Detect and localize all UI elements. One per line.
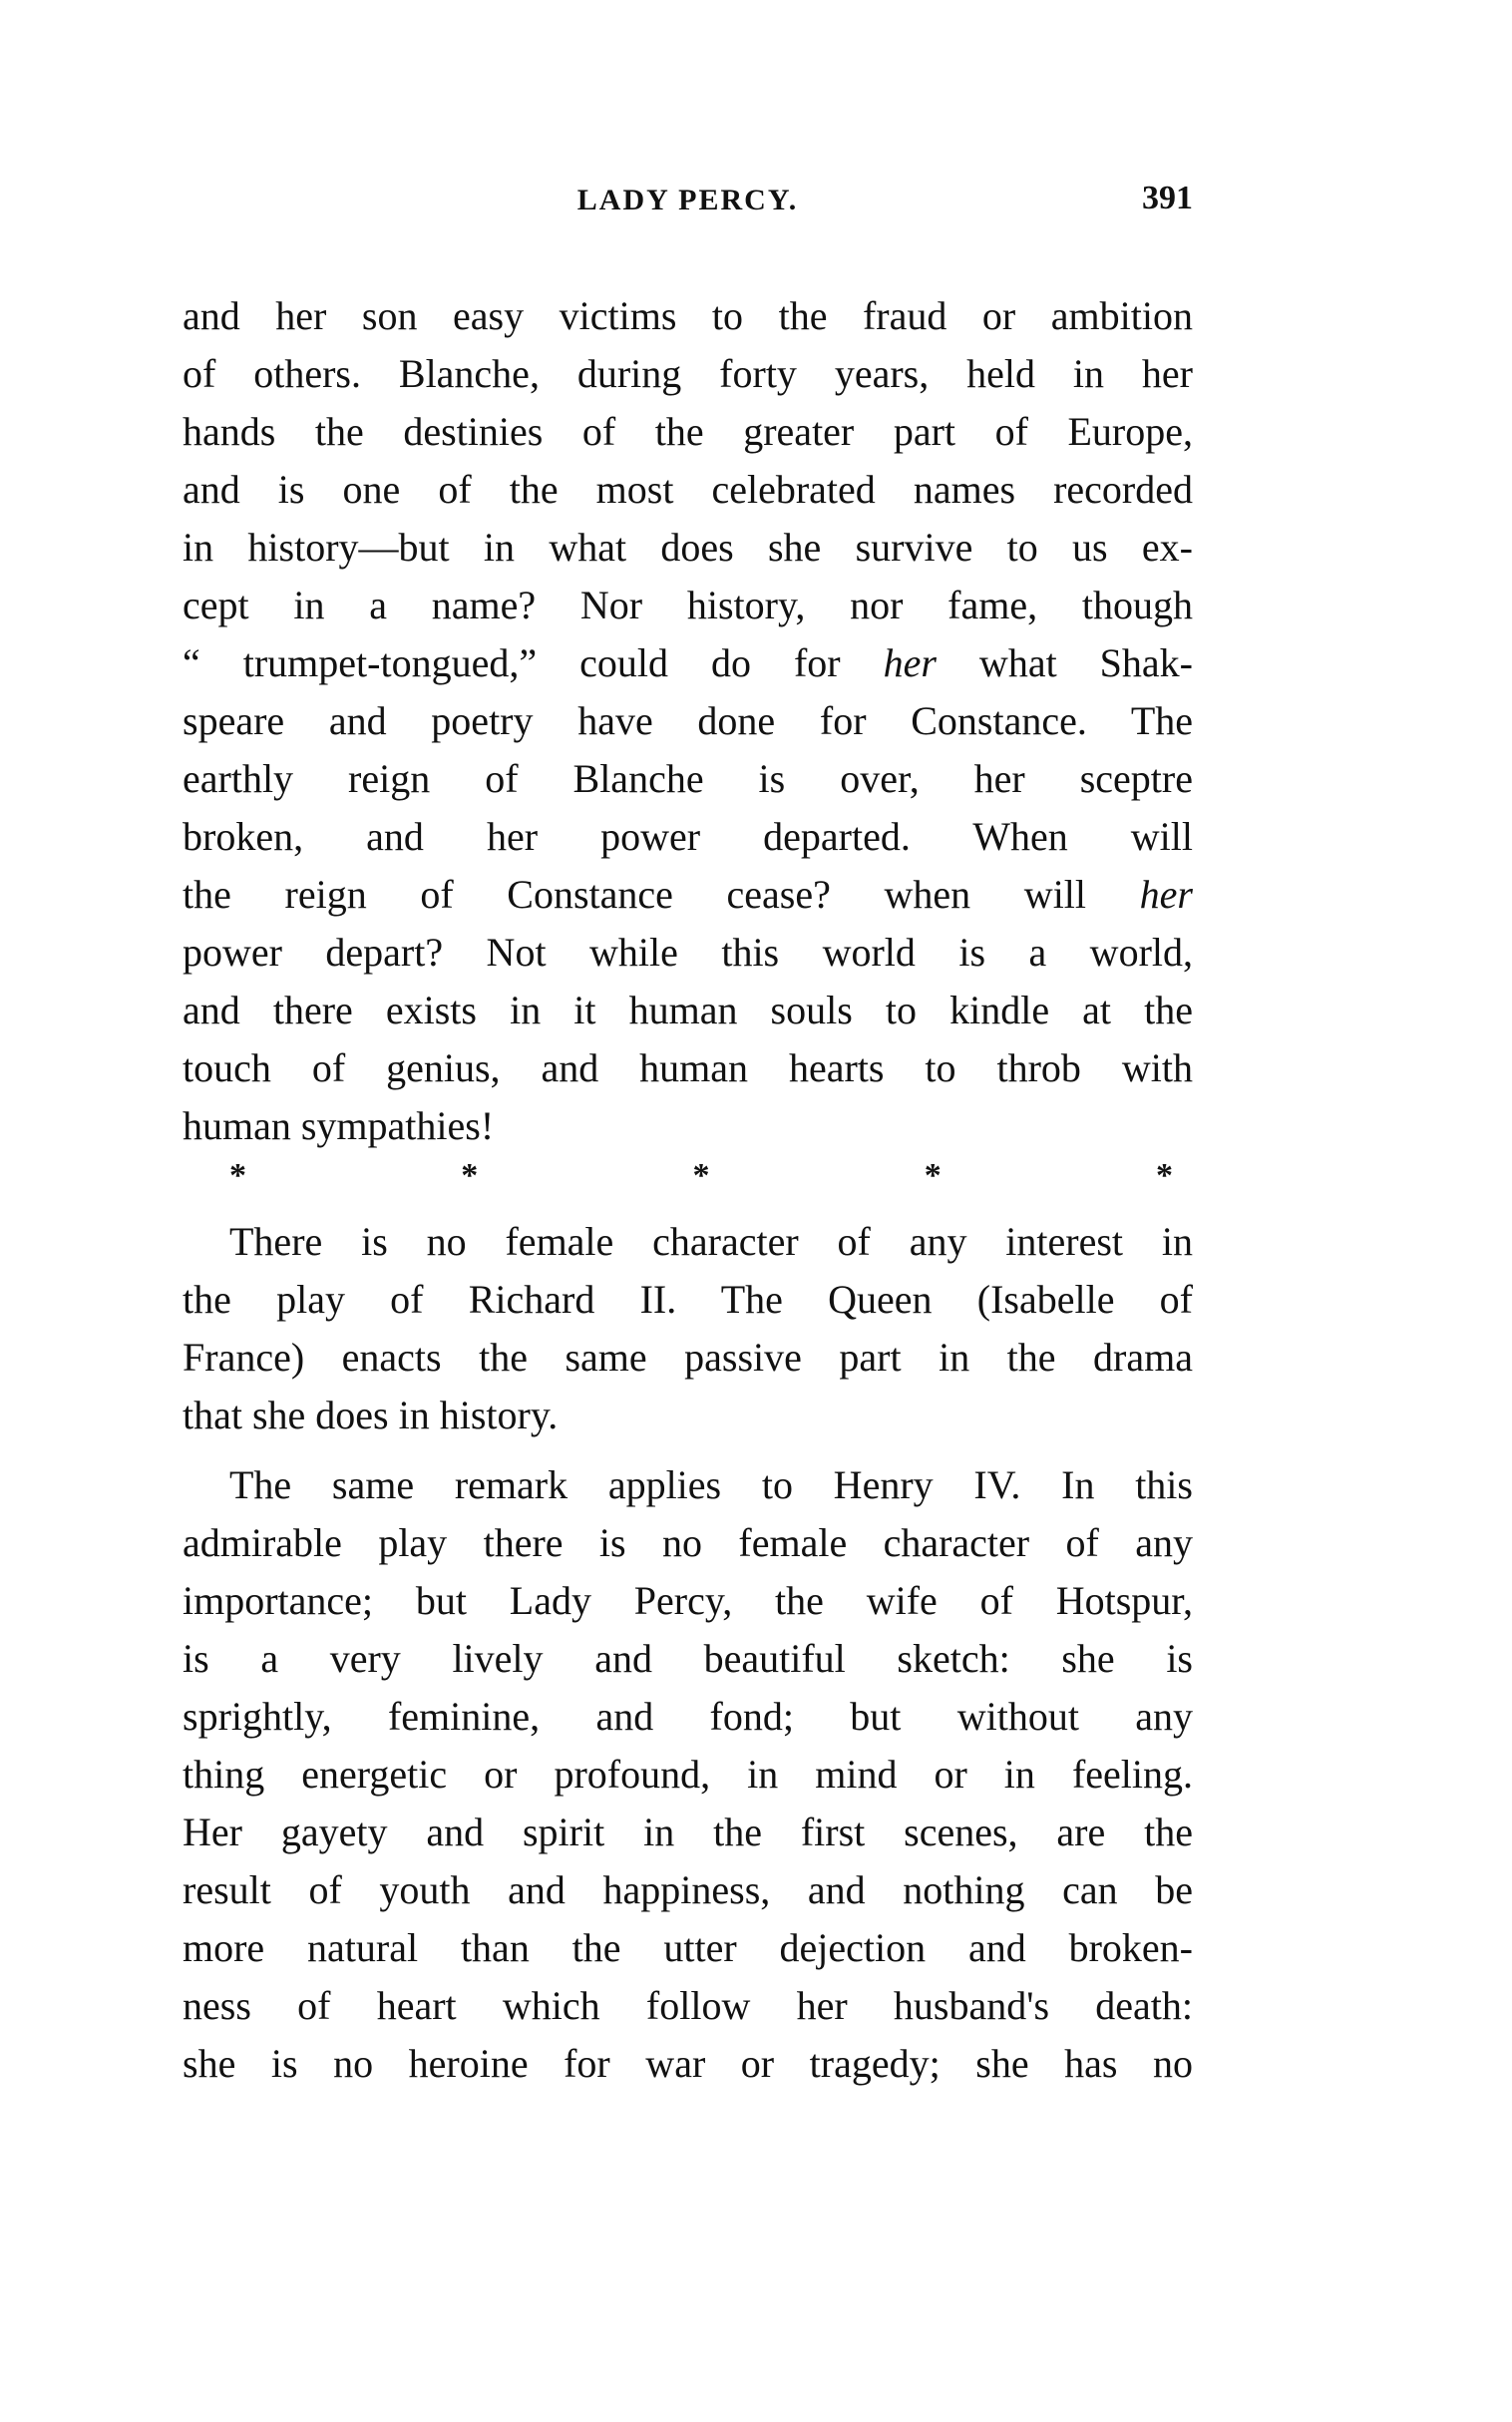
separator-asterisk: *	[1156, 1157, 1173, 1194]
text-line: and her son easy victims to the fraud or ambition	[183, 293, 1193, 338]
paragraph-2	[183, 1213, 1193, 1444]
text-line: that she does in history.	[183, 1393, 559, 1437]
text-line: hands the destinies of the greater part of Europe,	[183, 409, 1193, 454]
text-line: she is no heroine for war or tragedy; she has no	[183, 2041, 1193, 2086]
text-line: Her gayety and spirit in the first scenes, are the	[183, 1810, 1193, 1854]
page-body	[183, 287, 1193, 2093]
text-line: admirable play there is no female character of any	[183, 1520, 1193, 1565]
text-line: is a very lively and beautiful sketch: she is	[183, 1636, 1193, 1681]
separator-asterisk: *	[229, 1157, 246, 1194]
text-line: speare and poetry have done for Constance. The	[183, 698, 1193, 743]
text-line: “ trumpet-tongued,” could do for her what Shak-	[183, 640, 1194, 685]
text-line: power depart? Not while this world is a world,	[183, 930, 1193, 975]
text-line: and is one of the most celebrated names recorded	[183, 467, 1193, 512]
text-line: in history—but in what does she survive to us ex-	[183, 525, 1193, 570]
text-line: of others. Blanche, during forty years, held in her	[183, 351, 1193, 396]
text-line: the play of Richard II. The Queen (Isabelle of	[183, 1277, 1193, 1322]
separator-asterisk: *	[924, 1157, 942, 1194]
text-line: broken, and her power departed. When will	[183, 814, 1193, 859]
text-line: thing energetic or profound, in mind or in feeling.	[183, 1752, 1193, 1797]
text-line: more natural than the utter dejection and broken-	[183, 1925, 1193, 1970]
text-line: France) enacts the same passive part in the drama	[183, 1335, 1193, 1380]
text-line: the reign of Constance cease? when will her	[183, 872, 1193, 917]
text-line: cept in a name? Nor history, nor fame, though	[183, 583, 1193, 627]
separator-asterisk: *	[692, 1157, 710, 1194]
text-line: earthly reign of Blanche is over, her sceptre	[183, 756, 1193, 801]
text-line: importance; but Lady Percy, the wife of Hotspur,	[183, 1578, 1193, 1623]
running-head-title: LADY PERCY.	[576, 184, 799, 216]
text-line: ness of heart which follow her husband's death:	[183, 1983, 1193, 2028]
separator-asterisk: *	[461, 1157, 479, 1194]
text-line: touch of genius, and human hearts to throb with	[183, 1045, 1193, 1090]
paragraph-1	[183, 287, 1193, 1155]
paragraph-3	[183, 1456, 1193, 2093]
text-line: sprightly, feminine, and fond; but without any	[183, 1694, 1193, 1739]
running-head	[183, 180, 1193, 223]
text-line: The same remark applies to Henry IV. In this	[229, 1462, 1193, 1507]
text-line: There is no female character of any interest in	[229, 1219, 1193, 1264]
text-line: result of youth and happiness, and nothing can be	[183, 1867, 1193, 1912]
page-number: 391	[1142, 180, 1193, 216]
text-line: and there exists in it human souls to kindle at the	[183, 988, 1193, 1032]
text-line: human sympathies!	[183, 1103, 495, 1148]
section-separator	[183, 1151, 1193, 1201]
